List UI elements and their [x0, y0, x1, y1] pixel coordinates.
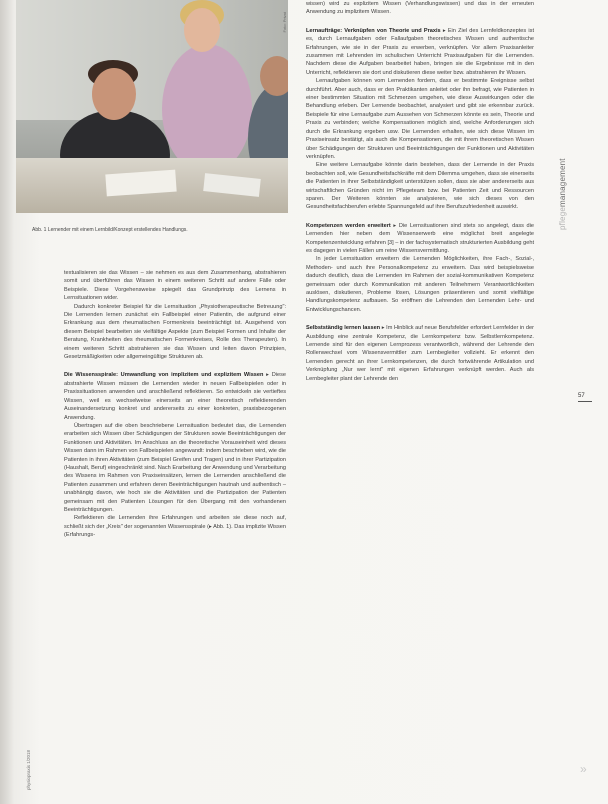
- next-page-arrows-icon: »: [580, 762, 585, 776]
- paragraph: textualisieren sie das Wissen – sie nehmen es aus dem Zusammenhang, abstrahieren somit und überführen das Wissen in einem weiteren Schritt auf andere Fälle oder Beispiele. Diese Vorgehensweise spiegelt das Grundprinzip des Lernens in Lernsituationen wider.: [64, 270, 286, 302]
- section-heading: Die Wissensspirale: Umwandlung von implizitem und explizitem Wissen: [64, 372, 264, 379]
- section-side-label: pflegemanagement: [558, 158, 567, 230]
- paragraph: Dadurch konkreter Beispiel für die Lernsituation „Physiotherapeutische Betreuung": Die Lernenden lernen zunächst ein Fallbeispiel einer Patientin, die aufgrund einer Erkrankung aus dem rheumatischen Formenkreis beeinträchtigt ist. Ausgehend von diesem Beispiel bearbeiten sie vielfältige Aspekte (zum Beispiel Formen und Inhalte der Beratung, Krankheiten des rheumatischen Formenkreises, Rolle des Therapeuten). In einem weiteren Schritt abstrahieren sie das Wissen und leiten davon Prinzipien, Gesetzmäßigkeiten oder allgemeingültige Strukturen ab.: [64, 303, 286, 361]
- left-column: [64, 269, 286, 540]
- teacher-figure: [162, 44, 252, 174]
- section-paragraph: Lernaufträge: Verknüpfen von Theorie und Praxis ▸ Ein Ziel des Lernfeldkonzeptes ist es, durch Lernaufgaben oder Fallaufgaben theoretisches Wissen und authentische Erfahrungen, wie sie in der Praxis zu erwerben, verknüpfen. Vor allem Praxisanleiter zusammen mit Lehrenden im schulischen Unterricht Praxisaufgaben für die Lernenden. Nachdem diese die Aufgaben bearbeitet haben, bringen sie die Ergebnisse mit in den Unterricht, reflektieren sie dort und diskutieren diese weiter bzw. abstrahieren ihr Wissen.: [306, 27, 534, 76]
- section-paragraph: Die Wissensspirale: Umwandlung von implizitem und explizitem Wissen ▸ Diese abstrahierte Wissen müssen die Lernenden wieder in neuen Fallbeispielen oder in Praxissituationen anwenden und anschließend reflektieren. So entwickeln sie vertieftes Wissen, weil es wechselweise einerseits an einer theoretisch reflektierenden Auseinandersetzung konkret und andererseits zu einer konkreten, praxisbezogenen Anwendung.: [64, 372, 286, 421]
- footer-publication: physiopraxis 1/2018: [26, 749, 31, 790]
- page-number-rule: [578, 401, 592, 402]
- page-number: 57: [578, 393, 585, 399]
- binding-shadow: [0, 0, 14, 804]
- photo-credit: Foto: Privat: [282, 12, 287, 33]
- paragraph: Übertragen auf die oben beschriebene Lernsituation bedeutet das, die Lernenden erarbeiten sich Wissen über Schädigungen der Strukturen sowie Beeinträchtigungen der Funktionen und Aktivitäten. Im Anschluss an die theoretische Vorauseinheit wird dieses Wissen dann im Rahmen von Fallbeispielen angewandt: indem beschrieben wird, wie die Patienten in ihren Aktivitäten (zum Beispiel Greifen und Tragen) und in ihrer Partizipation (Haushalt, Beruf) eingeschränkt sind. Nach Erarbeitung der Anwendung und Verarbeitung des Wissens im Rahmen von Praxiseinsätzen, lernen die Lernenden anschließend die Patienten zusammen und erfahren deren Beeinträchtigungen hautnah und authentisch – unabhängig davon, wie hoch sie die Aktivitäten und die Partizipation der Patienten gemeinsam mit den Patienten Lösungen für den Übergang mit den vorhandenen Beeinträchtigungen.: [64, 422, 286, 513]
- section-paragraph: Kompetenzen werden erweitert ▸ Die Lernsituationen sind stets so angelegt, dass die Lernenden hier neben dem Wissenserwerb eine möglichst breit angelegte Kompetenzentwicklung erfahren [3] – in der fachsystematisch strukturierten Ausbildung geht es dagegen in vielen Fällen um reine Wissensvermittlung.: [306, 222, 535, 254]
- right-column: [306, 0, 534, 383]
- section-paragraph: Selbstständig lernen lassen ▸ Im Hinblick auf neue Berufsfelder erfordert Lernfelder in der Ausbildung eine zentrale Kompetenz, die Lernkompetenz bzw. Selbstlernkompetenz. Lernende sind für den eigenen Lernprozess verantwortlich, während der Lehrende den Rollenwechsel vom Wissensvermittler zum Lernbegleiter vollzieht. Er erkennt den Lernenden gerecht an ihrer Lernkompetenzen, die durch fortwährende Artikulation und Verknüpfung „Nur wer lernt" mit eigenen Erfahrungen verknüpft werden. Auch als Lernbegleiter plant der Lehrende den: [306, 325, 534, 382]
- section-heading: Selbstständig lernen lassen: [306, 325, 381, 332]
- section-heading: Kompetenzen werden erweitert: [306, 222, 391, 229]
- paragraph: Lernaufgaben können vom Lernenden fordern, dass er bestimmte Ereignisse selbst durchführt. Aber auch, dass er den Praktikanten anleitet oder ihn befragt, wie Patienten in einer bestimmten Situation mit Schmerzen umgehen, wie diese Auswirkungen oder die Behandlung erleben. Der Lernende beobachtet, analysiert und gibt sie erkennbar zurück. Beispiele für eine Lernaufgabe zum Aussehen von Schmerzen könnte es sein, Theorie und Praxis zu verbinden; welche Kompensationen möglich sind, welche Anforderungen sich durch die Erkrankung ergeben usw. Die Lernenden erhalten, wie sich diese Wissen im Praxiseinsatz bestätigt, als auch die Kompensationen, die mit ihrem theoretischen Wissen über Schädigungen der Strukturen und Beeinträchtigungen der Funktionen und Aktivitäten verknüpfen.: [306, 78, 534, 160]
- classroom-photo: [16, 0, 288, 213]
- figure-caption: Abb. 1 Lernender mit einem Lernbild/Konzept erstellendes Handlungs.: [32, 227, 188, 233]
- paragraph: Eine weitere Lernaufgabe könnte darin bestehen, dass der Lernende in der Praxis beobachten soll, wie Gesundheitsfachkräfte mit dem Dilemma umgehen, dass sie einerseits die Patienten in ihrer Selbstständigkeit unterstützen sollen, dass sie aber andererseits aus wirtschaftlichen Gründen nicht im Pflegeteam bzw. bei Patienten Zeit und Ressourcen sparen. Der Weiteren könnten sie analysieren, wie sich dieses von den Gesundheitsfachberufen erlebte Spannungsfeld auf ihre Berufszufriedenheit auswirkt.: [306, 162, 534, 211]
- paragraph: Reflektieren die Lernenden ihre Erfahrungen und arbeiten sie diese noch auf, schließt sich der „Kreis" der sogenannten Wissensspirale (▸ Abb. 1). Das implizite Wissen (Erfahrungs-: [64, 515, 286, 539]
- paragraph: In jeder Lernsituation erweitern die Lernenden Möglichkeiten, ihre Fach-, Sozial-, Methoden- und auch ihre Personalkompetenz zu erweitern. Das wird beispielsweise dadurch deutlich, dass die Lernenden im Rahmen der sozial-kommunikativen Kompetenz gemeinsam oder durch Kommunikation mit anderen Teilnehmern Verantwortlichkeiten auslösen, diskutieren, Probleme lösen, Lösungen präsentieren und somit vielfältige Handlungskompetenz aufbauen. So eröffnen die Lehrenden den Lernenden Lehr- und Entwicklungschancen.: [306, 256, 534, 313]
- paragraph: wissen) wird zu explizitem Wissen (Verhandlungswissen) und das in der erneuten Anwendung zu implizitem Wissen.: [306, 1, 534, 16]
- section-heading: Lernaufträge: Verknüpfen von Theorie und Praxis: [306, 27, 441, 34]
